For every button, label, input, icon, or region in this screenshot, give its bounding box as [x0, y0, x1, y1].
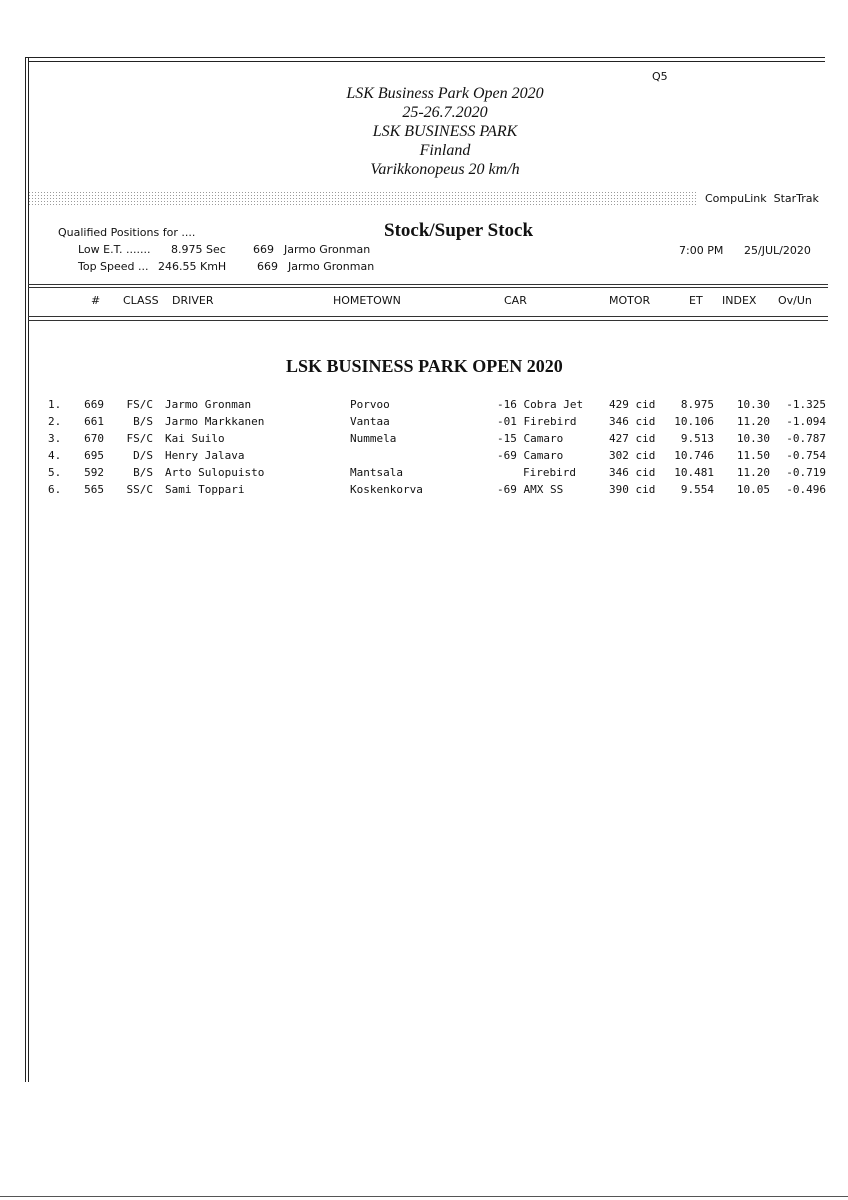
row-hometown: Nummela — [350, 432, 397, 445]
row-car: -69 Camaro — [497, 449, 564, 462]
software-name: CompuLink StarTrak — [705, 192, 819, 205]
row-car: -01 Firebird — [497, 415, 577, 428]
row-motor: 346 cid — [609, 466, 656, 479]
dotted-band — [28, 191, 696, 205]
row-ovun: -0.719 — [786, 466, 826, 479]
top-speed-driver: Jarmo Gronman — [288, 260, 375, 273]
header-divider-2 — [28, 287, 828, 288]
row-number: 670 — [84, 432, 104, 445]
results-title: LSK BUSINESS PARK OPEN 2020 — [286, 356, 563, 376]
row-ovun: -0.787 — [786, 432, 826, 445]
qualified-label: Qualified Positions for .... — [58, 226, 196, 239]
low-et-car: 669 — [253, 243, 274, 256]
event-title: LSK Business Park Open 2020 — [346, 85, 544, 102]
event-header — [300, 84, 590, 179]
table-row — [0, 415, 848, 432]
row-hometown: Vantaa — [350, 415, 390, 428]
row-number: 695 — [84, 449, 104, 462]
row-number: 565 — [84, 483, 104, 496]
col-num: # — [91, 294, 101, 307]
row-motor: 427 cid — [609, 432, 656, 445]
row-car: Firebird — [523, 466, 576, 479]
row-et: 10.746 — [674, 449, 714, 462]
row-class: SS/C — [126, 483, 153, 496]
report-code: Q5 — [652, 70, 668, 83]
col-motor: MOTOR — [609, 294, 651, 307]
row-driver: Arto Sulopuisto — [165, 466, 265, 479]
row-position: 4. — [48, 449, 62, 462]
col-class: CLASS — [123, 294, 159, 307]
row-ovun: -0.754 — [786, 449, 826, 462]
event-dates: 25-26.7.2020 — [402, 104, 488, 121]
row-motor: 302 cid — [609, 449, 656, 462]
columns-divider — [28, 316, 828, 317]
report-time: 7:00 PM — [679, 244, 724, 257]
row-driver: Henry Jalava — [165, 449, 245, 462]
row-ovun: -1.094 — [786, 415, 826, 428]
row-index: 11.20 — [736, 466, 770, 479]
event-pit-speed: Varikkonopeus 20 km/h — [370, 161, 520, 178]
bottom-line — [0, 1196, 848, 1197]
header-divider — [28, 284, 828, 285]
row-et: 10.106 — [674, 415, 714, 428]
row-driver: Sami Toppari — [165, 483, 245, 496]
row-et: 9.554 — [680, 483, 714, 496]
frame-left-outer — [25, 57, 26, 1082]
table-row — [0, 398, 848, 415]
row-car: -15 Camaro — [497, 432, 564, 445]
event-country: Finland — [419, 142, 471, 159]
row-position: 5. — [48, 466, 62, 479]
low-et-value: 8.975 Sec — [171, 243, 226, 256]
row-ovun: -1.325 — [786, 398, 826, 411]
row-class: B/S — [133, 415, 153, 428]
report-date: 25/JUL/2020 — [744, 244, 811, 257]
row-position: 2. — [48, 415, 62, 428]
row-position: 6. — [48, 483, 62, 496]
row-index: 10.05 — [736, 483, 770, 496]
row-class: FS/C — [126, 398, 153, 411]
row-hometown: Mantsala — [350, 466, 403, 479]
col-car: CAR — [504, 294, 527, 307]
table-row — [0, 449, 848, 466]
col-hometown: HOMETOWN — [333, 294, 401, 307]
table-row — [0, 466, 848, 483]
class-title: Stock/Super Stock — [384, 220, 534, 241]
low-et-label: Low E.T. ....... — [78, 243, 151, 256]
row-position: 3. — [48, 432, 62, 445]
col-et: ET — [689, 294, 703, 307]
row-driver: Kai Suilo — [165, 432, 225, 445]
row-hometown: Porvoo — [350, 398, 390, 411]
row-ovun: -0.496 — [786, 483, 826, 496]
col-driver: DRIVER — [172, 294, 214, 307]
row-driver: Jarmo Markkanen — [165, 415, 265, 428]
row-number: 669 — [84, 398, 104, 411]
row-driver: Jarmo Gronman — [165, 398, 252, 411]
top-speed-car: 669 — [257, 260, 278, 273]
low-et-driver: Jarmo Gronman — [284, 243, 371, 256]
columns-divider-2 — [28, 320, 828, 321]
top-speed-label: Top Speed ... — [78, 260, 149, 273]
row-et: 10.481 — [674, 466, 714, 479]
top-speed-value: 246.55 KmH — [158, 260, 227, 273]
row-index: 10.30 — [736, 398, 770, 411]
frame-left-inner — [28, 57, 29, 1082]
col-ovun: Ov/Un — [778, 294, 812, 307]
table-row — [0, 483, 848, 500]
row-class: D/S — [133, 449, 153, 462]
row-number: 592 — [84, 466, 104, 479]
row-hometown: Koskenkorva — [350, 483, 423, 496]
row-car: -69 AMX SS — [497, 483, 564, 496]
row-motor: 429 cid — [609, 398, 656, 411]
row-index: 11.20 — [736, 415, 770, 428]
col-index: INDEX — [722, 294, 757, 307]
row-index: 11.50 — [736, 449, 770, 462]
row-car: -16 Cobra Jet — [497, 398, 584, 411]
row-et: 9.513 — [680, 432, 714, 445]
table-row — [0, 432, 848, 449]
row-number: 661 — [84, 415, 104, 428]
frame-top-line-2 — [28, 61, 825, 62]
row-position: 1. — [48, 398, 62, 411]
row-class: FS/C — [126, 432, 153, 445]
row-motor: 346 cid — [609, 415, 656, 428]
row-et: 8.975 — [680, 398, 714, 411]
frame-top-line — [25, 57, 825, 58]
row-motor: 390 cid — [609, 483, 656, 496]
event-venue: LSK BUSINESS PARK — [372, 123, 518, 140]
row-index: 10.30 — [736, 432, 770, 445]
row-class: B/S — [133, 466, 153, 479]
